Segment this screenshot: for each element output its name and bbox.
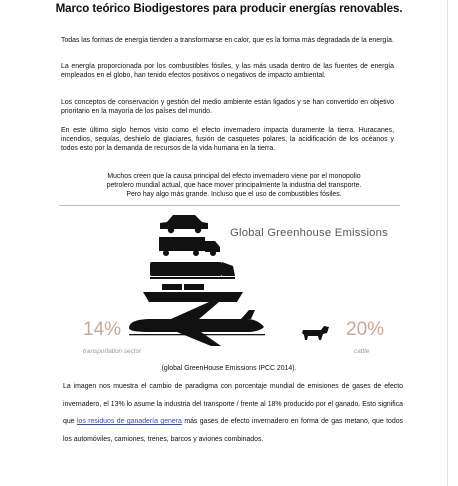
paragraph-3: Los conceptos de conservación y gestión del medio ambiente están ligados y se han convertido en objetivo prioritario en la mayoría de los países del mundo. <box>61 99 394 115</box>
cow-icon <box>302 326 329 340</box>
ship-icon <box>143 284 243 302</box>
paragraph-2: La energía proporcionada por los combustibles fósiles, y las más usada dentro de las fuentes de energía empleados en el globo, han tenido efectos positivos o negativos de impacto ambiental. <box>61 63 394 79</box>
cattle-percentage: 20% <box>346 319 385 340</box>
closing-text-end: más gases de efecto invernadero en forma de gas metano, que todos los automóviles, camiones, trenes, barcos y aviones combinados. <box>63 418 403 443</box>
truck-icon <box>159 237 220 256</box>
page-title: Marco teórico Biodigestores para producir energías renovables. <box>55 2 403 15</box>
paragraph-1: Todas las formas de energía tienden a transformarse en calor, que es la forma más degradada de la energía. <box>61 37 394 44</box>
figure-caption: (global GreenHouse Emissions IPCC 2014). <box>161 365 297 372</box>
closing-paragraph <box>63 378 403 448</box>
closing-text-start: La imagen nos muestra el cambio de paradigma con porcentaje mundial de emisiones de gases de efecto invernadero, el 13% lo asume la industria del transporte / frente al 18% producido por el ganado. Esto significa que <box>63 383 403 425</box>
transport-percentage: 14% <box>83 319 122 340</box>
car-icon <box>160 215 208 233</box>
cattle-label: cattle <box>354 348 370 355</box>
paragraph-5: Muchos creen que la causa principal del efecto invernadero viene por el monopolio petrolero mundial actual, que hace mover principalmente la industria del transporte. Pero hay algo más grande. Incluso que el uso de combustibles fósiles. <box>106 173 362 198</box>
ganaderia-link[interactable]: los residuos de ganadería genera <box>76 418 182 425</box>
figure-title: Global Greenhouse Emissions <box>230 227 388 239</box>
train-icon <box>150 262 235 279</box>
airplane-icon <box>129 302 265 346</box>
transport-label: transportation sector <box>83 348 142 355</box>
page-edge-rule <box>447 0 448 486</box>
paragraph-4: En este último siglo hemos visto como el efecto invernadero impacta duramente la tierra. Huracanes, incendios, sequías, deshielo de glaciares, fusión de casquetes polares, la acidificación de los océanos y todos esto por la demanda de recursos de la vida humana en la tierra. <box>61 127 394 152</box>
greenhouse-emissions-figure <box>59 205 400 360</box>
